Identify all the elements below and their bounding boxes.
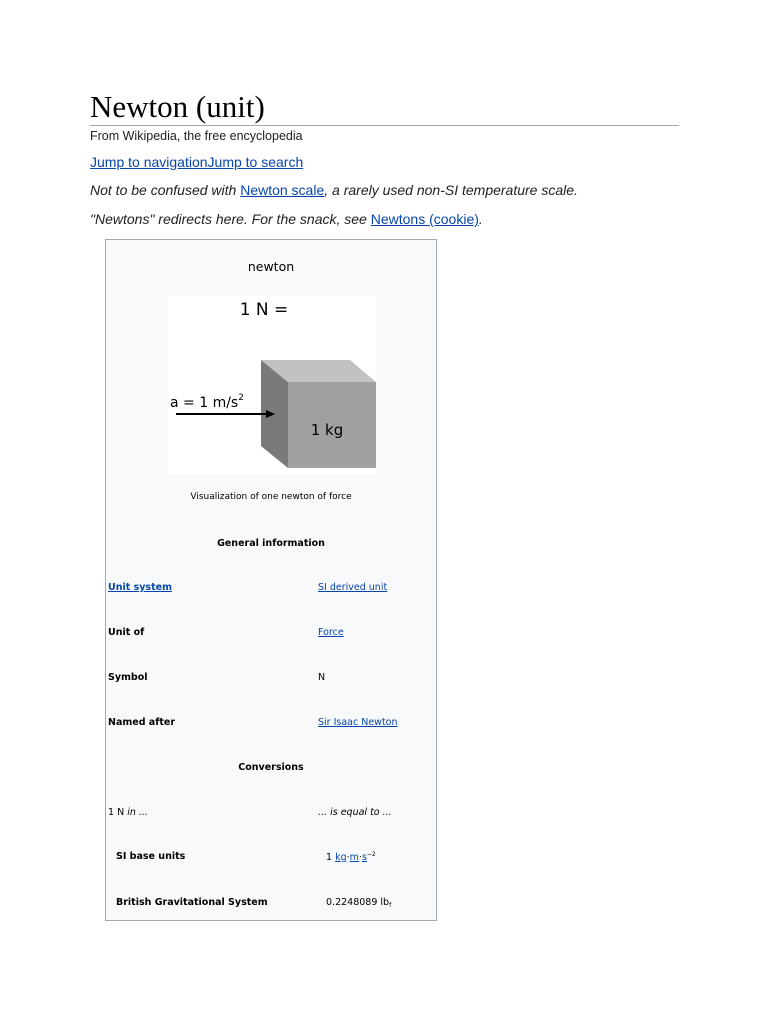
mass-label: 1 kg (310, 421, 344, 439)
hatnote-text: , a rarely used non-SI temperature scale. (324, 182, 578, 198)
hatnote-confusion (90, 182, 578, 198)
unit-of-label: Unit of (108, 627, 145, 638)
si-base-units-label: SI base units (116, 851, 186, 862)
jump-to-navigation-link[interactable]: Jump to navigation (90, 154, 208, 170)
isaac-newton-link[interactable]: Sir Isaac Newton (318, 717, 398, 728)
infobox-title: newton (247, 259, 295, 274)
force-link[interactable]: Force (318, 627, 344, 638)
unit-system-link[interactable]: Unit system (108, 582, 172, 593)
newtons-cookie-link[interactable]: Newtons (cookie) (370, 211, 479, 227)
conversion-from-header: 1 N in ... (108, 807, 148, 818)
jump-links (90, 154, 303, 170)
page-title: Newton (unit) (90, 89, 265, 124)
british-gravitational-value: 0.2248089 $lb_f$ (326, 897, 392, 909)
second-link[interactable]: s (361, 852, 367, 863)
acceleration-label: a = 1 $m/s^2$ (170, 393, 244, 411)
hatnote-redirect (90, 211, 483, 227)
hatnote-text: . (478, 211, 483, 227)
jump-to-search-link[interactable]: Jump to search (207, 154, 304, 170)
conversions-header: Conversions (238, 762, 304, 773)
infobox (105, 239, 437, 921)
symbol-label: Symbol (108, 672, 148, 683)
illustration-heading: 1 N = (239, 300, 289, 320)
newton-force-illustration (168, 296, 376, 474)
symbol-value: N (318, 672, 326, 683)
infobox-caption: Visualization of one newton of force (190, 492, 352, 502)
si-derived-unit-link[interactable]: SI derived unit (318, 582, 388, 593)
conversion-to-header: ... is equal to ... (318, 807, 392, 818)
general-information-header: General information (217, 538, 325, 549)
newton-scale-link[interactable]: Newton scale (240, 182, 325, 198)
metre-link[interactable]: m (349, 852, 359, 863)
title-divider (90, 125, 679, 126)
kilogram-link[interactable]: kg (335, 852, 347, 863)
british-gravitational-label: British Gravitational System (116, 897, 268, 908)
hatnote-text: "Newtons" redirects here. For the snack, see (90, 211, 371, 227)
site-tagline: From Wikipedia, the free encyclopedia (90, 129, 303, 143)
si-base-units-value: 1 $kg\cdot m\cdot s^{-2}$ (326, 851, 376, 863)
named-after-label: Named after (108, 717, 176, 728)
hatnote-text: Not to be confused with (90, 182, 241, 198)
